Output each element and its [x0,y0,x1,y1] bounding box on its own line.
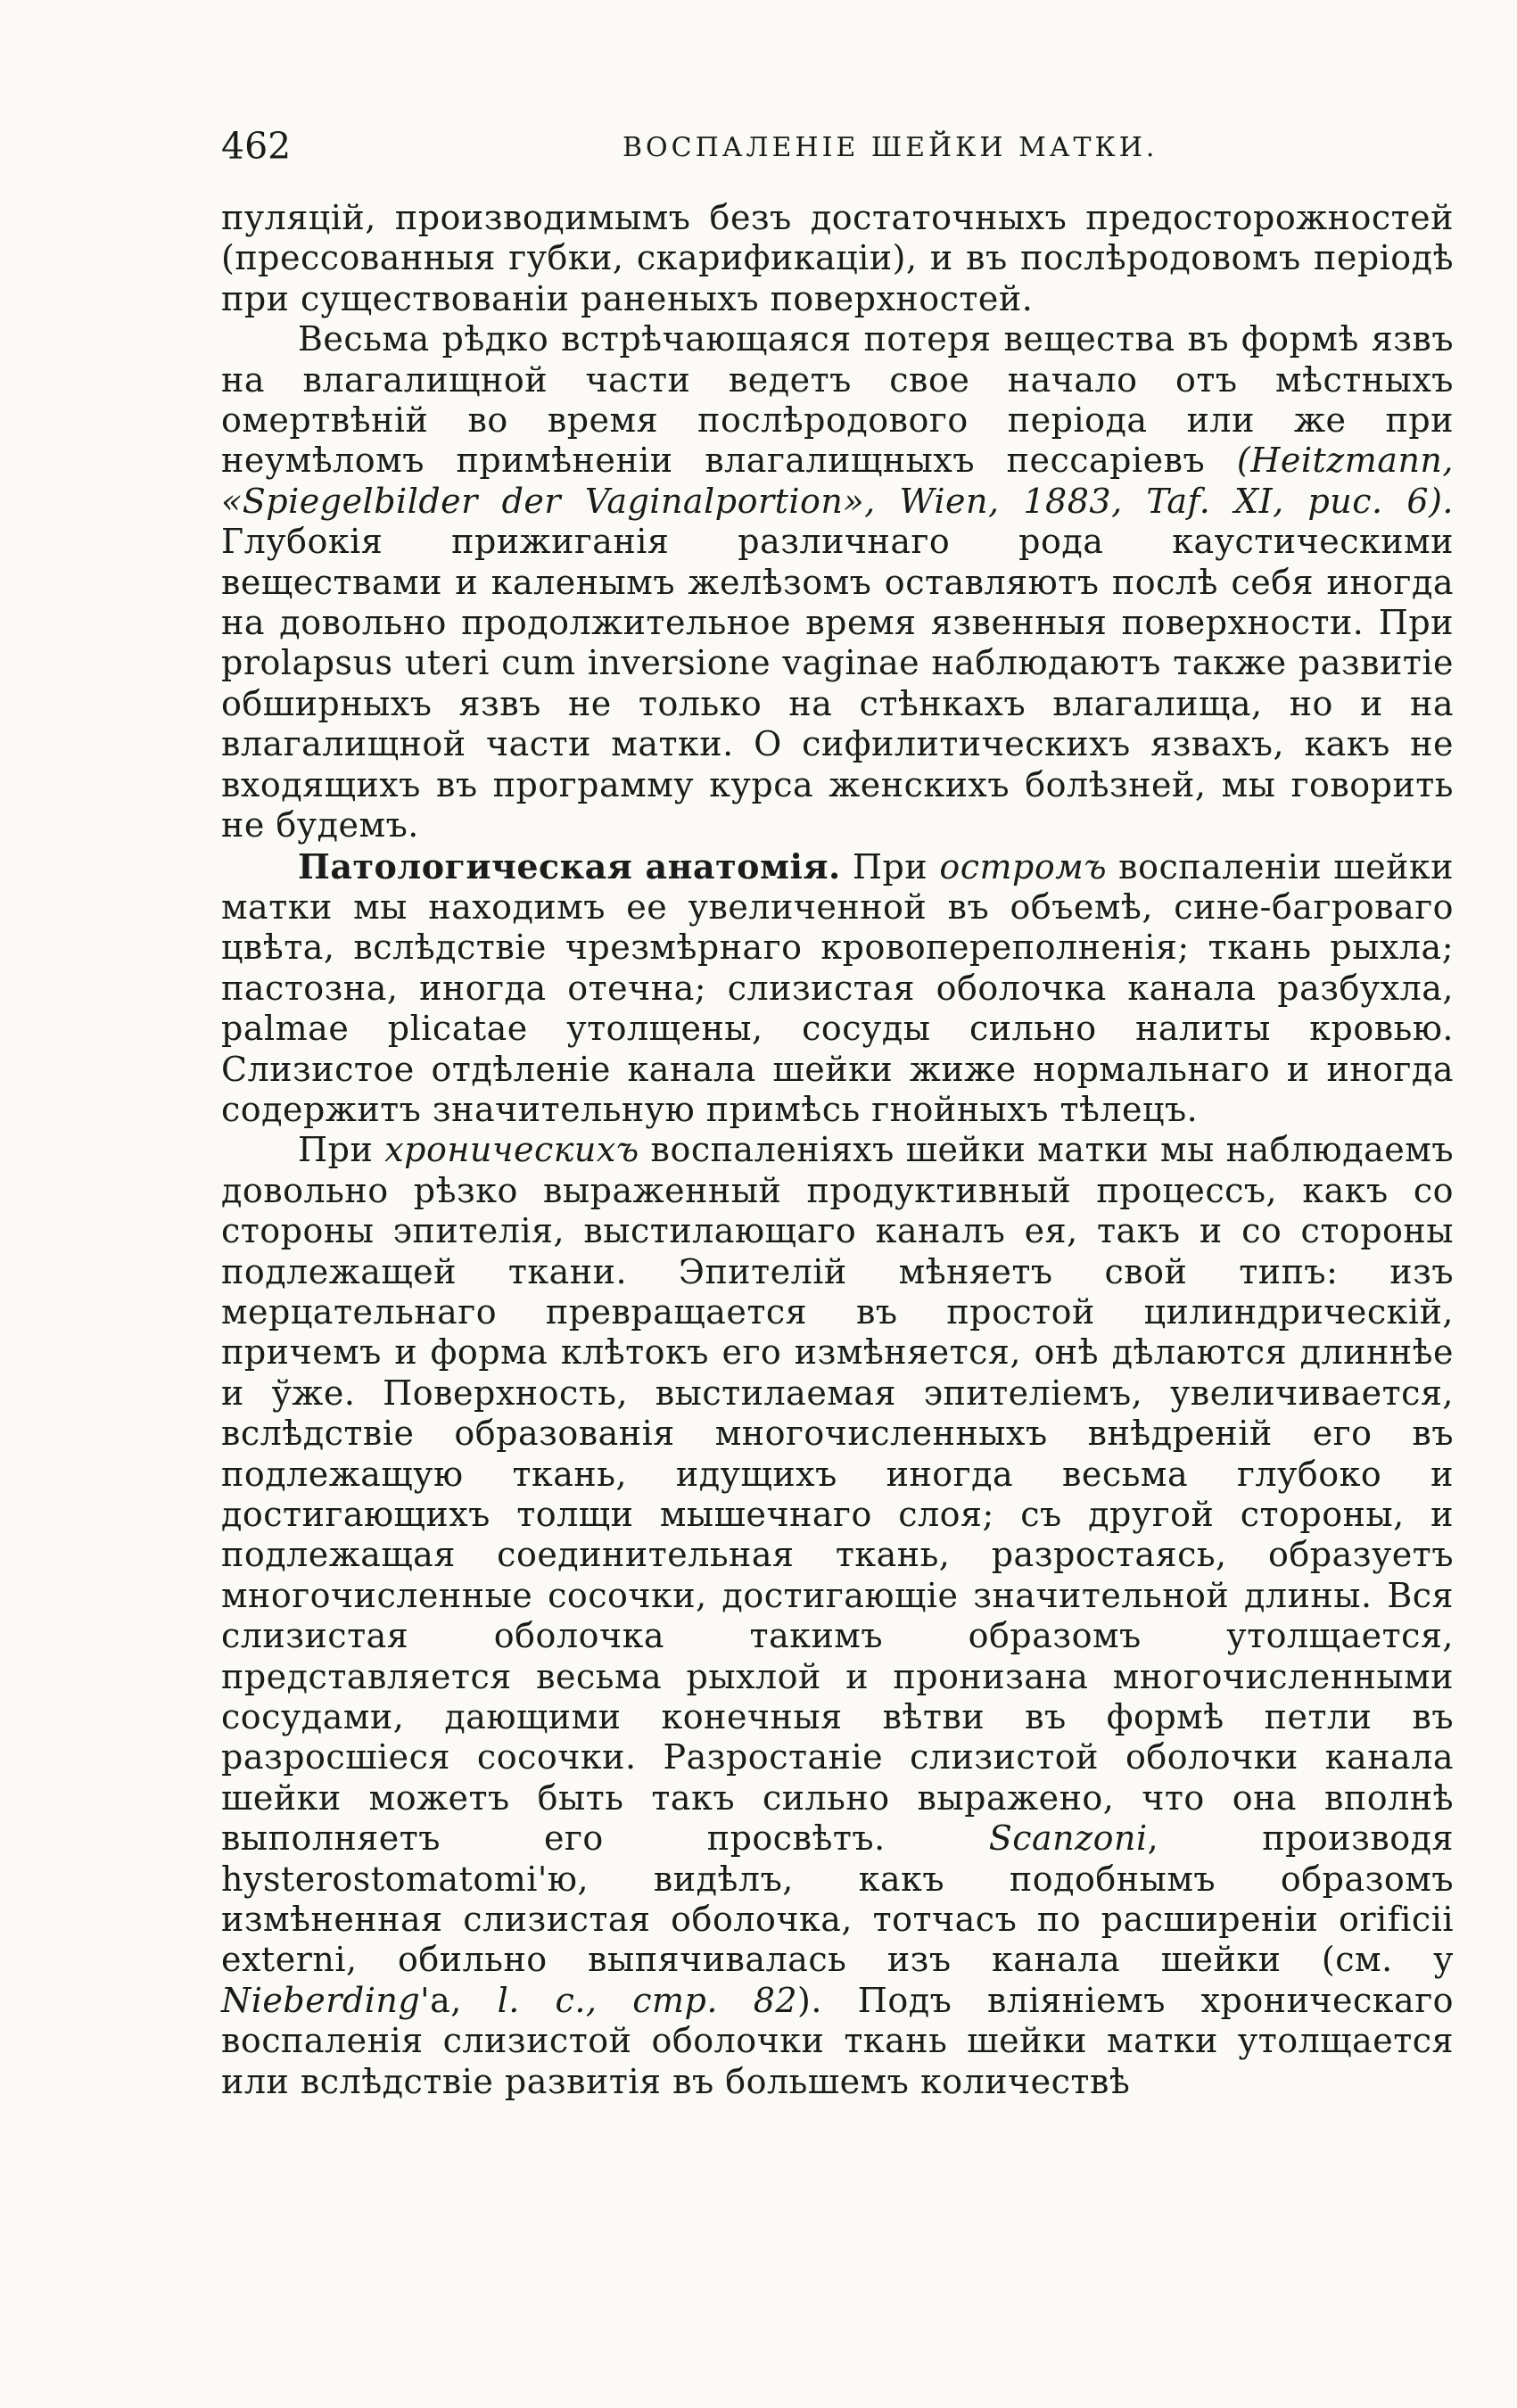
paragraph-4-text-b: воспаленіяхъ шейки матки мы наблюдаемъ довольно рѣзко выраженный продуктивный процессъ, какъ со стороны эпителія, выстилающаго каналъ ея, такъ и со стороны подлежащей ткани. Эпителій мѣняетъ свой типъ: изъ мерцательнаго превращается въ простой цилиндрическій, причемъ и форма клѣтокъ его измѣняется, онѣ дѣлаются длиннѣе и ўже. Поверхность, выстилаемая эпителіемъ, увеличивается, вслѣдствіе образованія многочисленныхъ внѣдреній его въ подлежащую ткань, идущихъ иногда весьма глубоко и достигающихъ толщи мышечнаго слоя; съ другой стороны, и подлежащая соединительная ткань, разростаясь, образуетъ многочисленные сосочки, достигающіе значительной длины. Вся слизистая оболочка такимъ образомъ утолщается, представляется весьма рыхлой и пронизана многочисленными сосудами, дающими конечныя вѣтви въ формѣ петли въ разросшіеся сосочки. Разростаніе слизистой оболочки канала шейки можетъ быть такъ сильно выражено, что она вполнѣ выполняетъ его просвѣтъ. [221,1130,1454,1859]
paragraph-4-text-c: , производя hysterostomatomi'ю, видѣлъ, какъ подобнымъ образомъ измѣненная слизистая оболочка, тотчасъ по расширеніи orificii externi, обильно выпячивалась изъ канала шейки (см. у [221,1818,1454,1980]
paragraph-3-text-a: При [840,846,940,887]
page-body [221,198,1454,2102]
paragraph-4-text-d: 'а, [420,1980,498,2020]
paragraph-1-text: пуляцій, производимымъ безъ достаточныхъ предосторожностей (прессованныя губки, скарификаціи), и въ послѣродовомъ періодѣ при существованіи раненыхъ поверхностей. [221,198,1454,318]
paragraph-2-text-a: Весьма рѣдко встрѣчающаяся потеря вещества въ формѣ язвъ на влагалищной части ведетъ свое начало отъ мѣстныхъ омертвѣній во время послѣродового періода или же при неумѣломъ примѣненіи влагалищныхъ пессаріевъ [221,319,1454,481]
paragraph-4-emphasis-1: хроническихъ [384,1130,639,1170]
paragraph-4-emphasis-3: Nieberding [221,1980,421,2020]
paragraph-2 [221,319,1454,845]
section-heading: Патологическая анатомія. [298,845,841,887]
paragraph-1 [221,198,1454,319]
paragraph-2-text-b: Глубокія прижиганія различнаго рода каустическими веществами и каленымъ желѣзомъ оставляютъ послѣ себя иногда на довольно продолжительное время язвенныя поверхности. При prolapsus uteri cum inversione vaginae наблюдаютъ также развитіе обширныхъ язвъ не только на стѣнкахъ влагалища, но и на влагалищной части матки. О сифилитическихъ язвахъ, какъ не входящихъ въ программу курса женскихъ болѣзней, мы говорить не будемъ. [221,522,1454,845]
paragraph-4-emphasis-2: Scanzoni [988,1818,1148,1859]
page-header [221,125,1452,169]
page-number: 462 [221,125,292,168]
paragraph-4 [221,1130,1454,2102]
paragraph-3 [221,846,1454,1131]
running-title: ВОСПАЛЕНІЕ ШЕЙКИ МАТКИ. [622,132,1158,163]
paragraph-3-text-b: воспаленіи шейки матки мы находимъ ее увеличенной въ объемѣ, сине-багроваго цвѣта, вслѣдствіе чрезмѣрнаго кровопереполненія; ткань рыхла; пастозна, иногда отечна; слизистая оболочка канала разбухла, palmae plicatae утолщены, сосуды сильно налиты кровью. Слизистое отдѣленіе канала шейки жиже нормальнаго и иногда содержитъ значительную примѣсь гнойныхъ тѣлецъ. [221,846,1454,1129]
paragraph-2-citation: (Heitzmann, «Spiegelbilder der Vaginalportion», Wien, 1883, Taf. XI, рис. 6). [221,441,1454,521]
paragraph-4-text-a: При [298,1130,385,1170]
paragraph-3-emphasis: остромъ [939,846,1108,887]
paragraph-4-text-e: ). Подъ вліяніемъ хроническаго воспаленія слизистой оболочки ткань шейки матки утолщается или вслѣдствіе развитія въ большемъ количествѣ [221,1980,1454,2101]
paragraph-4-emphasis-4: l. c., стр. 82 [497,1980,798,2020]
